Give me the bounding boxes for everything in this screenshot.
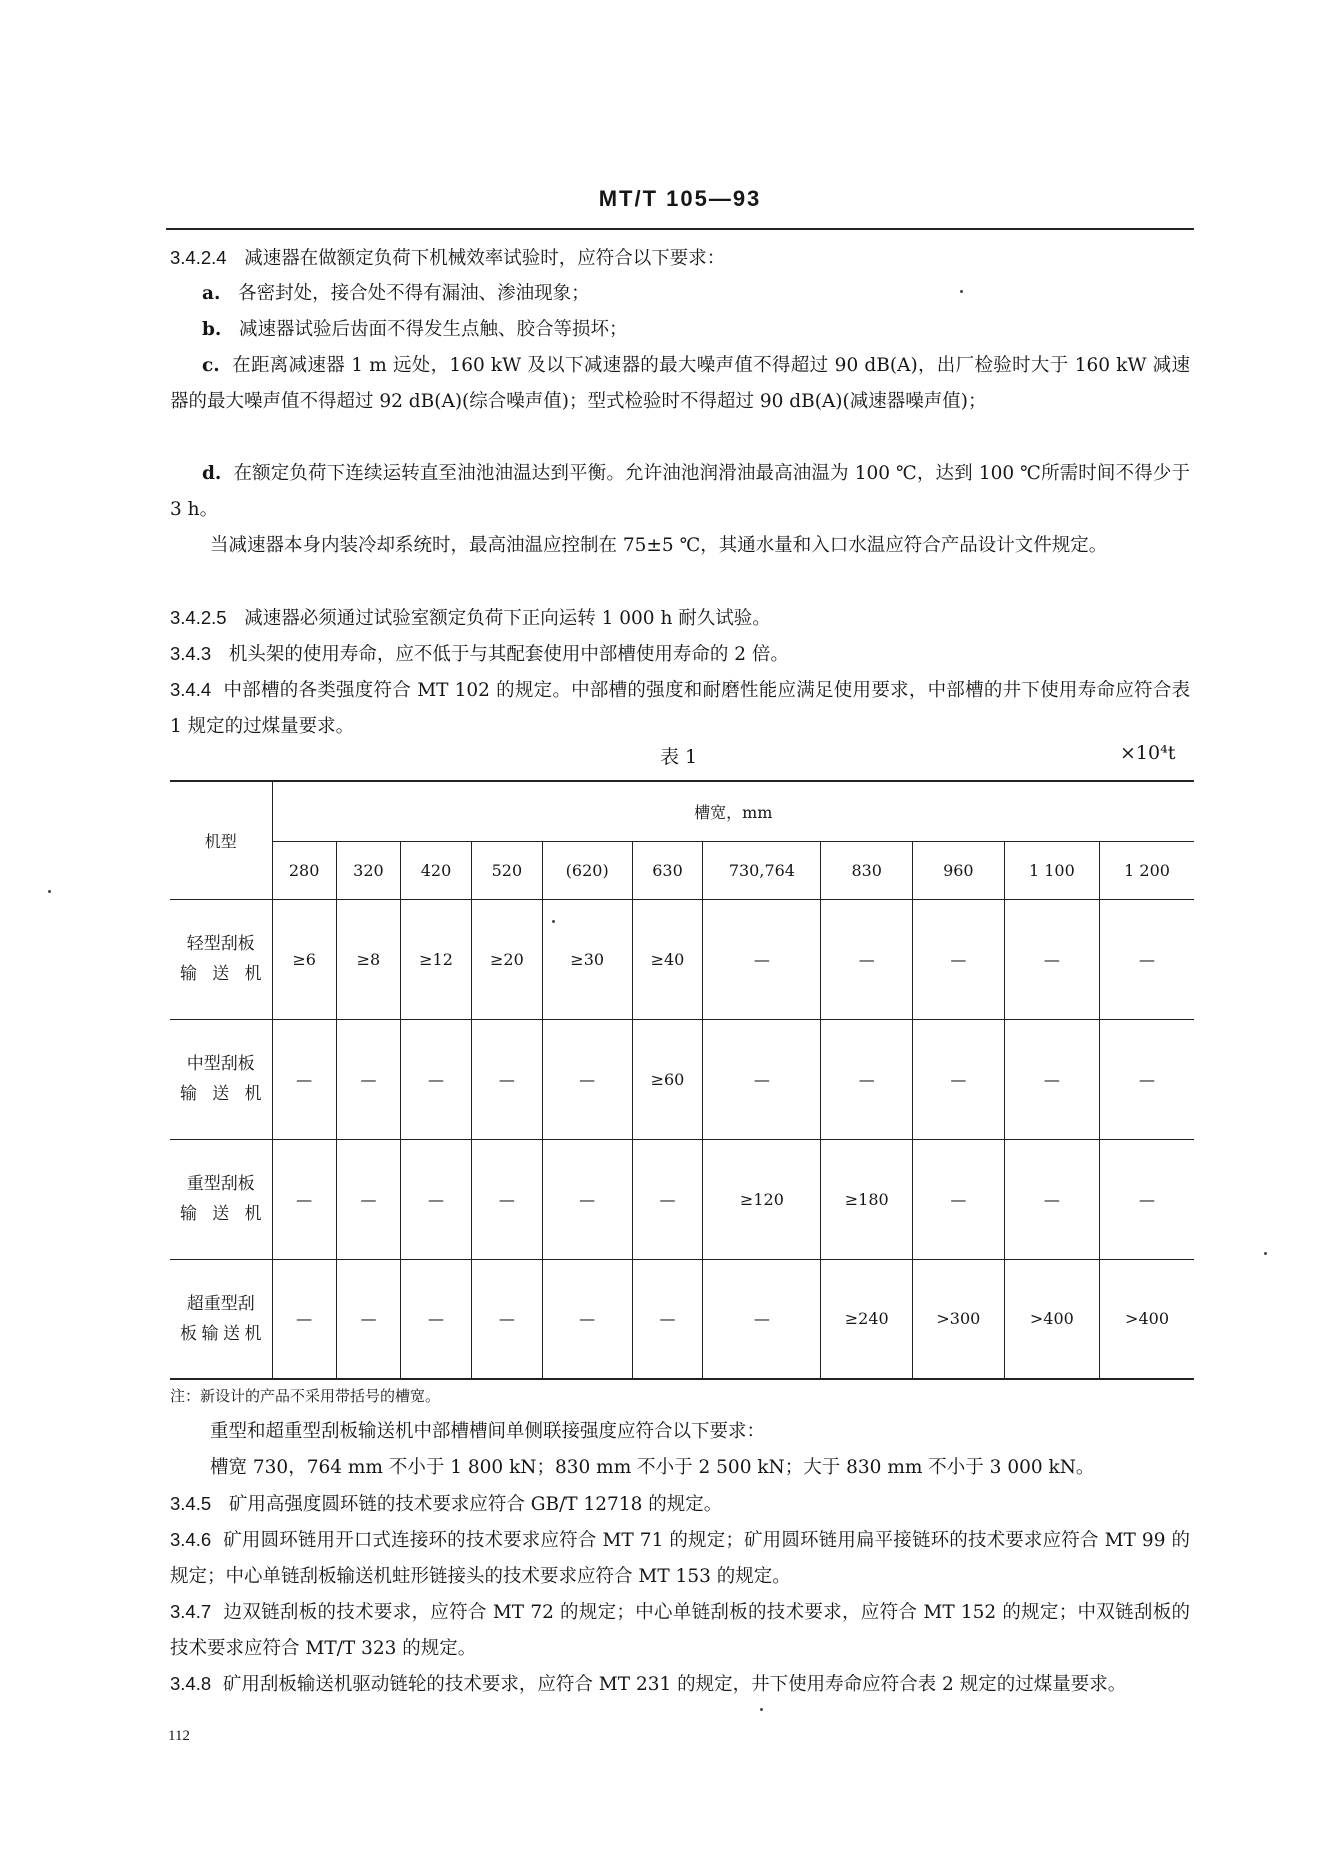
throughput-table — [170, 780, 1194, 1380]
item-label: b. — [202, 319, 222, 340]
width-cell: 960 — [913, 841, 1005, 899]
table-cell: — — [821, 1019, 913, 1139]
joint-strength-values: 槽宽 730，764 mm 不小于 1 800 kN；830 mm 不小于 2 500 kN；大于 830 mm 不小于 3 000 kN。 — [210, 1457, 1095, 1478]
table-cell: — — [1004, 1019, 1099, 1139]
section-text: 减速器必须通过试验室额定负荷下正向运转 1 000 h 耐久试验。 — [244, 608, 771, 629]
section-number: 3.4.6 — [170, 1529, 212, 1550]
row-model: 重型刮板输送机 — [170, 1139, 272, 1259]
row-model: 中型刮板输送机 — [170, 1019, 272, 1139]
table-cell: — — [401, 1139, 472, 1259]
scan-speck — [552, 920, 555, 923]
item-c — [170, 348, 1190, 420]
width-cell: 630 — [632, 841, 703, 899]
item-d — [170, 456, 1190, 528]
scan-speck — [760, 1708, 763, 1711]
table-cell: — — [272, 1259, 336, 1379]
table-cell: — — [821, 899, 913, 1019]
table-cell: — — [336, 1259, 400, 1379]
table-cell: >400 — [1004, 1259, 1099, 1379]
section-3-4-2-5 — [170, 600, 771, 637]
scan-speck — [960, 290, 963, 293]
section-number: 3.4.3 — [170, 643, 212, 664]
section-3-4-5 — [170, 1486, 722, 1523]
width-cell: 420 — [401, 841, 472, 899]
table-cell: — — [703, 899, 821, 1019]
header-width-group: 槽宽，mm — [272, 781, 1194, 841]
table-unit: ×10⁴t — [1120, 742, 1176, 764]
table-cell: — — [1004, 899, 1099, 1019]
item-label: a. — [202, 283, 221, 304]
section-text: 矿用高强度圆环链的技术要求应符合 GB/T 12718 的规定。 — [228, 1494, 723, 1515]
section-3-4-2-4 — [170, 240, 725, 277]
table-cell: — — [913, 1139, 1005, 1259]
table-row — [170, 1019, 1194, 1139]
table-cell: >400 — [1100, 1259, 1194, 1379]
table-cell: — — [401, 1019, 472, 1139]
section-text: 机头架的使用寿命，应不低于与其配套使用中部槽使用寿命的 2 倍。 — [228, 644, 789, 665]
item-b — [202, 312, 628, 348]
section-text: 减速器在做额定负荷下机械效率试验时，应符合以下要求： — [244, 248, 726, 269]
cooling-paragraph: 当减速器本身内装冷却系统时，最高油温应控制在 75±5 ℃，其通水量和入口水温应符合产品设计文件规定。 — [210, 535, 1108, 556]
table-cell: — — [913, 899, 1005, 1019]
header-rule — [166, 228, 1194, 230]
table-cell: ≥120 — [703, 1139, 821, 1259]
item-label: c. — [202, 355, 220, 376]
section-number: 3.4.2.5 — [170, 607, 227, 628]
item-label: d. — [202, 463, 222, 484]
width-cell: (620) — [542, 841, 632, 899]
item-text: 在距离减速器 1 m 远处，160 kW 及以下减速器的最大噪声值不得超过 90 dB(A)，出厂检验时大于 160 kW 减速器的最大噪声值不得超过 92 dB(A)(综合噪声值)；型式检验时不得超过 90 dB(A)(减速器噪声值)； — [170, 355, 1190, 412]
table-cell: — — [1100, 899, 1194, 1019]
table-cell: ≥60 — [632, 1019, 703, 1139]
width-cell: 1 200 — [1100, 841, 1194, 899]
table-cell: — — [336, 1139, 400, 1259]
table-cell: — — [1100, 1019, 1194, 1139]
section-3-4-8 — [170, 1666, 1190, 1703]
header-model: 机型 — [170, 781, 272, 899]
section-number: 3.4.4 — [170, 679, 212, 700]
width-cell: 520 — [471, 841, 542, 899]
table-cell: — — [703, 1019, 821, 1139]
section-text: 边双链刮板的技术要求，应符合 MT 72 的规定；中心单链刮板的技术要求，应符合 MT 152 的规定；中双链刮板的技术要求应符合 MT/T 323 的规定。 — [170, 1602, 1190, 1659]
table-cell: ≥20 — [471, 899, 542, 1019]
table-cell: — — [913, 1019, 1005, 1139]
table-row — [170, 1139, 1194, 1259]
table-note: 注：新设计的产品不采用带括号的槽宽。 — [170, 1387, 441, 1405]
table-cell: — — [632, 1259, 703, 1379]
table-cell: — — [1004, 1139, 1099, 1259]
table-cell: — — [272, 1019, 336, 1139]
item-text: 各密封处，接合处不得有漏油、渗油现象； — [238, 283, 590, 304]
section-text: 中部槽的各类强度符合 MT 102 的规定。中部槽的强度和耐磨性能应满足使用要求，中部槽的井下使用寿命应符合表 1 规定的过煤量要求。 — [170, 680, 1190, 737]
table-row — [170, 899, 1194, 1019]
table-cell: — — [542, 1139, 632, 1259]
row-model: 轻型刮板输送机 — [170, 899, 272, 1019]
item-a — [202, 276, 590, 312]
item-text: 减速器试验后齿面不得发生点触、胶合等损坏； — [239, 319, 628, 340]
width-cell: 320 — [336, 841, 400, 899]
table-cell: ≥6 — [272, 899, 336, 1019]
item-text: 在额定负荷下连续运转直至油池油温达到平衡。允许油池润滑油最高油温为 100 ℃，达到 100 ℃所需时间不得少于 3 h。 — [170, 463, 1191, 520]
table-cell: — — [471, 1019, 542, 1139]
page-number: 112 — [168, 1728, 190, 1744]
section-number: 3.4.7 — [170, 1601, 212, 1622]
table-subheader-row — [170, 841, 1194, 899]
section-3-4-3 — [170, 636, 789, 673]
section-3-4-7 — [170, 1594, 1190, 1667]
table-cell: — — [401, 1259, 472, 1379]
table-cell: — — [703, 1259, 821, 1379]
table-cell: ≥8 — [336, 899, 400, 1019]
table-cell: ≥30 — [542, 899, 632, 1019]
section-number: 3.4.8 — [170, 1673, 212, 1694]
scan-speck — [1264, 1252, 1267, 1255]
table-cell: — — [542, 1259, 632, 1379]
table-cell: ≥240 — [821, 1259, 913, 1379]
section-text: 矿用圆环链用开口式连接环的技术要求应符合 MT 71 的规定；矿用圆环链用扁平接链环的技术要求应符合 MT 99 的规定；中心单链刮板输送机蛀形链接头的技术要求应符合 MT 153 的规定。 — [170, 1530, 1191, 1587]
section-3-4-4 — [170, 672, 1190, 745]
joint-strength-intro: 重型和超重型刮板输送机中部槽槽间单侧联接强度应符合以下要求： — [210, 1421, 766, 1442]
table-cell: ≥180 — [821, 1139, 913, 1259]
row-model: 超重型刮板输送机 — [170, 1259, 272, 1379]
section-3-4-6 — [170, 1522, 1190, 1595]
table-cell: — — [1100, 1139, 1194, 1259]
table-header-row — [170, 781, 1194, 841]
width-cell: 730,764 — [703, 841, 821, 899]
page-header-title: MT/T 105—93 — [598, 186, 762, 211]
table-cell: — — [632, 1139, 703, 1259]
table-cell: ≥12 — [401, 899, 472, 1019]
table-cell: — — [471, 1139, 542, 1259]
scan-speck — [48, 890, 51, 893]
width-cell: 280 — [272, 841, 336, 899]
table-row — [170, 1259, 1194, 1379]
section-number: 3.4.2.4 — [170, 247, 227, 268]
section-text: 矿用刮板输送机驱动链轮的技术要求，应符合 MT 231 的规定，井下使用寿命应符合表 2 规定的过煤量要求。 — [222, 1674, 1127, 1695]
table-cell: — — [272, 1139, 336, 1259]
table-cell: — — [542, 1019, 632, 1139]
section-number: 3.4.5 — [170, 1493, 212, 1514]
width-cell: 830 — [821, 841, 913, 899]
table-cell: >300 — [913, 1259, 1005, 1379]
table-cell: — — [336, 1019, 400, 1139]
table-cell: — — [471, 1259, 542, 1379]
width-cell: 1 100 — [1004, 841, 1099, 899]
table-cell: ≥40 — [632, 899, 703, 1019]
table-caption: 表 1 — [660, 746, 698, 768]
